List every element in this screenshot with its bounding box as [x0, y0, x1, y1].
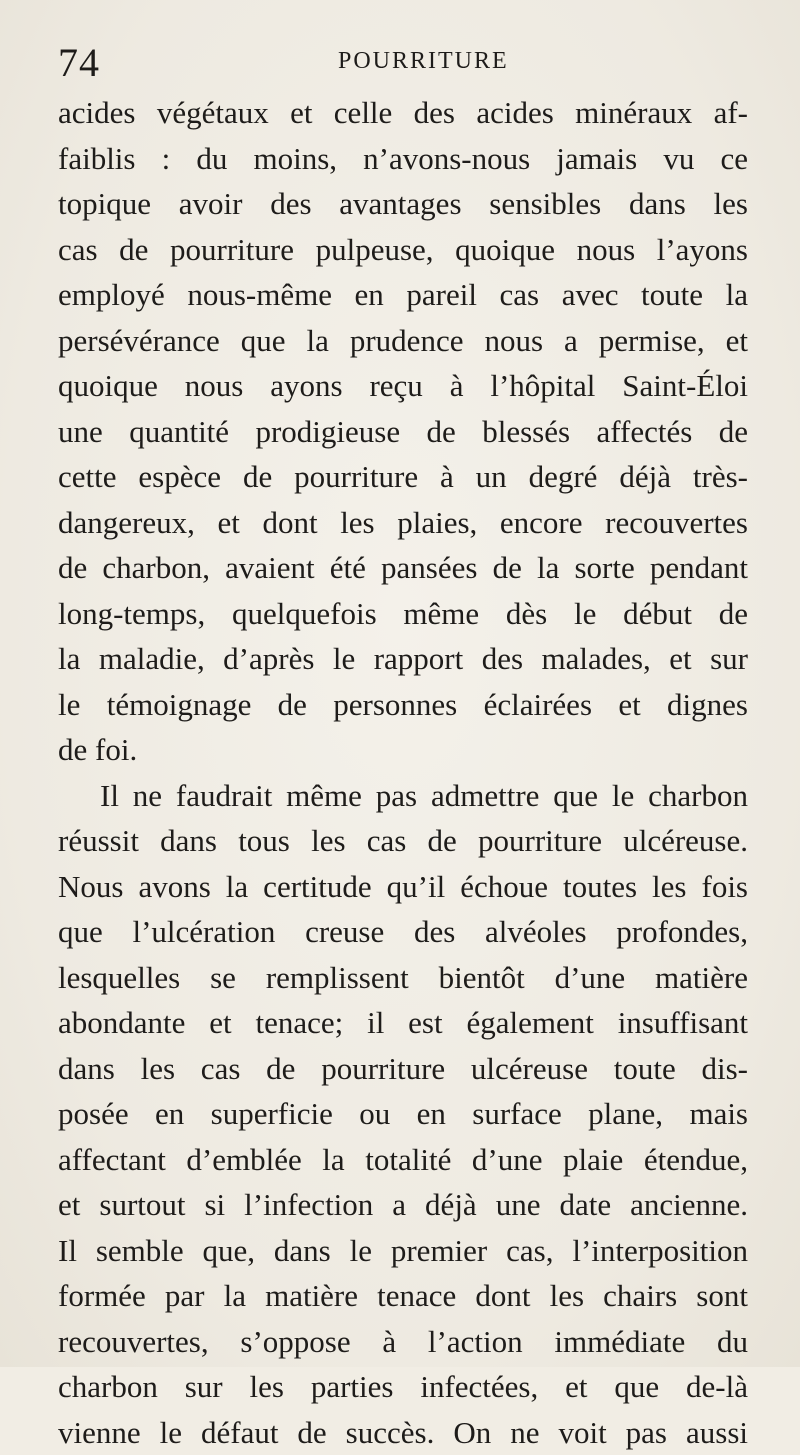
- text-line: que l’ulcération creuse des alvéoles profondes,: [58, 909, 748, 955]
- text-line: affectant d’emblée la totalité d’une plaie étendue,: [58, 1137, 748, 1183]
- text-line: et surtout si l’infection a déjà une date ancienne.: [58, 1182, 748, 1228]
- text-line: une quantité prodigieuse de blessés affectés de: [58, 409, 748, 455]
- text-line: acides végétaux et celle des acides minéraux af-: [58, 90, 748, 136]
- text-line: persévérance que la prudence nous a permise, et: [58, 318, 748, 364]
- text-line: la maladie, d’après le rapport des malades, et sur: [58, 636, 748, 682]
- text-line: vienne le défaut de succès. On ne voit pas aussi: [58, 1410, 748, 1455]
- text-line: Il semble que, dans le premier cas, l’interposition: [58, 1228, 748, 1274]
- text-line: dans les cas de pourriture ulcéreuse toute dis-: [58, 1046, 748, 1092]
- page-header: [58, 38, 748, 88]
- text-line: recouvertes, s’oppose à l’action immédiate du: [58, 1319, 748, 1365]
- text-line: long-temps, quelquefois même dès le début de: [58, 591, 748, 637]
- text-line: quoique nous ayons reçu à l’hôpital Saint-Éloi: [58, 363, 748, 409]
- text-line: posée en superficie ou en surface plane, mais: [58, 1091, 748, 1137]
- page-number: 74: [58, 38, 100, 88]
- text-line: le témoignage de personnes éclairées et dignes: [58, 682, 748, 728]
- text-line: lesquelles se remplissent bientôt d’une matière: [58, 955, 748, 1001]
- text-line: cas de pourriture pulpeuse, quoique nous l’ayons: [58, 227, 748, 273]
- text-line: charbon sur les parties infectées, et que de-là: [58, 1364, 748, 1410]
- running-head: POURRITURE: [338, 46, 509, 76]
- text-line: cette espèce de pourriture à un degré déjà très-: [58, 454, 748, 500]
- text-line: de charbon, avaient été pansées de la sorte pendant: [58, 545, 748, 591]
- text-line: topique avoir des avantages sensibles dans les: [58, 181, 748, 227]
- text-line: abondante et tenace; il est également insuffisant: [58, 1000, 748, 1046]
- text-line: Nous avons la certitude qu’il échoue toutes les fois: [58, 864, 748, 910]
- text-line: réussit dans tous les cas de pourriture ulcéreuse.: [58, 818, 748, 864]
- body-text: [58, 90, 748, 1455]
- text-line: dangereux, et dont les plaies, encore recouvertes: [58, 500, 748, 546]
- paragraph-end-line: de foi.: [58, 727, 748, 773]
- text-line: formée par la matière tenace dont les chairs sont: [58, 1273, 748, 1319]
- text-line: faiblis : du moins, n’avons-nous jamais vu ce: [58, 136, 748, 182]
- text-line: employé nous-même en pareil cas avec toute la: [58, 272, 748, 318]
- paragraph-first-line: Il ne faudrait même pas admettre que le charbon: [58, 773, 748, 819]
